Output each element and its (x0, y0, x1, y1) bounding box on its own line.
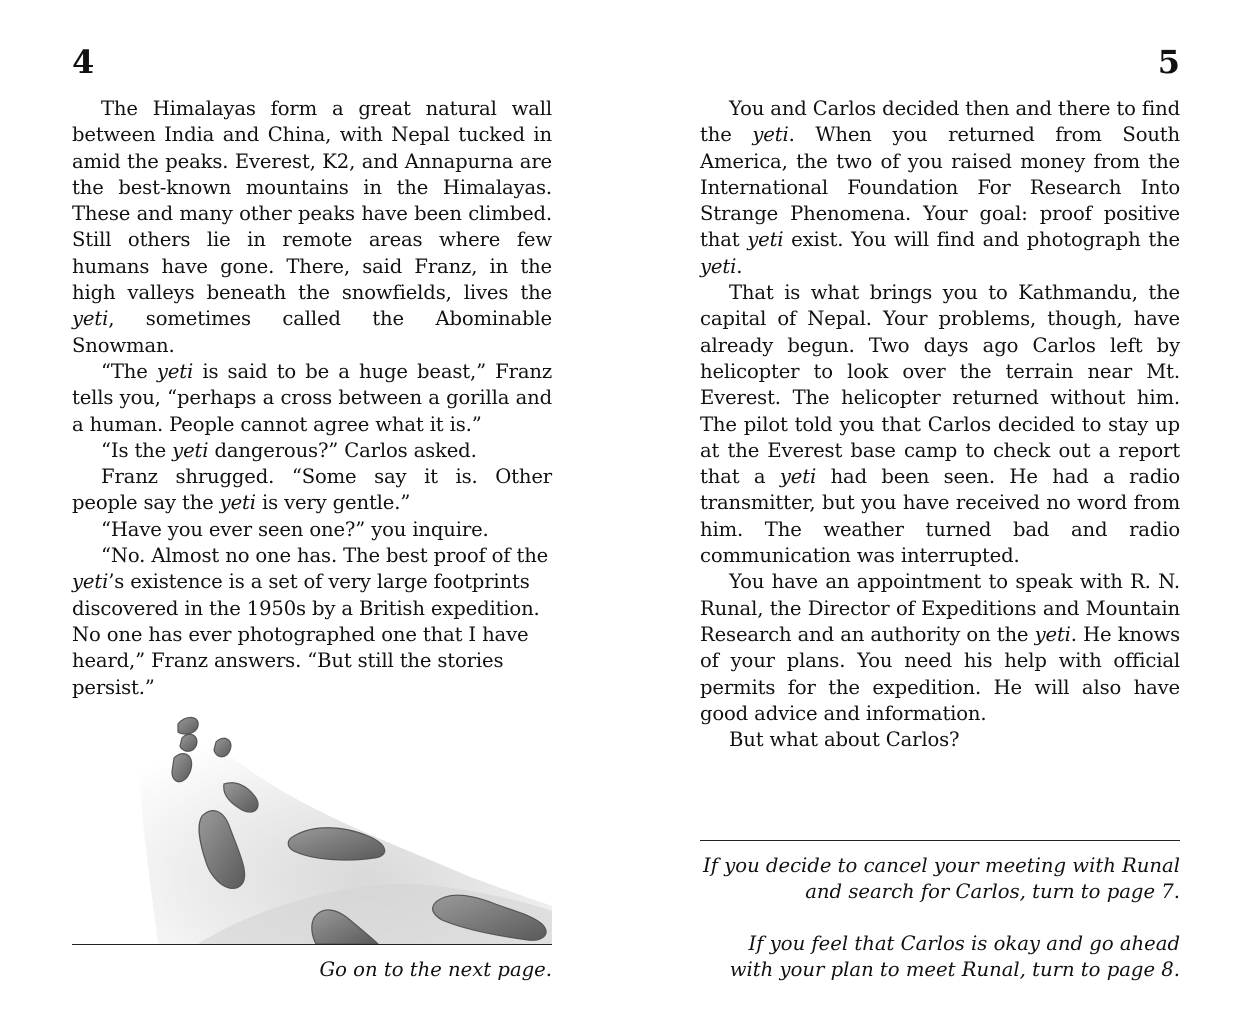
paragraph: Franz shrugged. “Some say it is. Other people say the yeti is very gentle.” (72, 465, 552, 515)
paragraph: “The yeti is said to be a huge beast,” Franz tells you, “perhaps a cross between a gorilla and a human. People cannot agree what it is.” (72, 359, 553, 436)
paragraph: But what about Carlos? (729, 728, 960, 752)
paragraph: “Have you ever seen one?” you inquire. (101, 517, 489, 541)
paragraph: You have an appointment to speak with R. N. Runal, the Director of Expeditions and Mountain Research and an authority on the yeti. He knows of your plans. You need his help with official permits for the expedition. He will also have good advice and information. (700, 570, 1181, 725)
paragraph: The Himalayas form a great natural wall between India and China, with Nepal tucked in amid the peaks. Everest, K2, and Annapurna are the best-known mountains in the Himalayas. These and many other peaks have been climbed. Still others lie in remote areas where few humans have gone. There, said Franz, in the high valleys beneath the snowfields, lives the yeti, sometimes called the Abominable Snowman. (72, 97, 552, 357)
footprint (214, 738, 231, 756)
footprint (178, 717, 198, 734)
right-page-body (700, 96, 1180, 753)
footprints-illustration (138, 706, 552, 944)
paragraph: That is what brings you to Kathmandu, the capital of Nepal. Your problems, though, have already begun. Two days ago Carlos left by helicopter to look over the terrain near Mt. Everest. The helicopter returned without him. The pilot told you that Carlos decided to stay up at the Everest base camp to check out a report that a yeti had been seen. He had a radio transmitter, but you have received no word from him. The weather turned bad and radio communication was interrupted. (700, 281, 1180, 568)
left-page-body (72, 96, 552, 701)
choice-page-8: If you feel that Carlos is okay and go ahead with your plan to meet Runal, turn to page 8. (729, 932, 1180, 982)
left-page (72, 0, 552, 1027)
paragraph: “No. Almost no one has. The best proof of the yeti’s existence is a set of very large footprints discovered in the 1950s by a British expedition. No one has ever photographed one that I have heard,” Franz answers. “But still the stories persist.” (72, 544, 549, 699)
next-page-instruction: Go on to the next page. (319, 958, 552, 981)
footprint (180, 734, 197, 751)
paragraph: “Is the yeti dangerous?” Carlos asked. (101, 438, 477, 462)
divider-rule (700, 840, 1180, 841)
page-number: 4 (72, 43, 95, 81)
paragraph: You and Carlos decided then and there to find the yeti. When you returned from South America, the two of you raised money from the International Foundation For Research Into Strange Phenomena. Your goal: proof positive that yeti exist. You will find and photograph the yeti. (700, 97, 1181, 278)
choice-page-7: If you decide to cancel your meeting with Runal and search for Carlos, turn to page 7. (703, 854, 1180, 904)
divider-rule (72, 944, 552, 945)
page-number: 5 (1157, 43, 1180, 81)
right-page (700, 0, 1180, 1027)
